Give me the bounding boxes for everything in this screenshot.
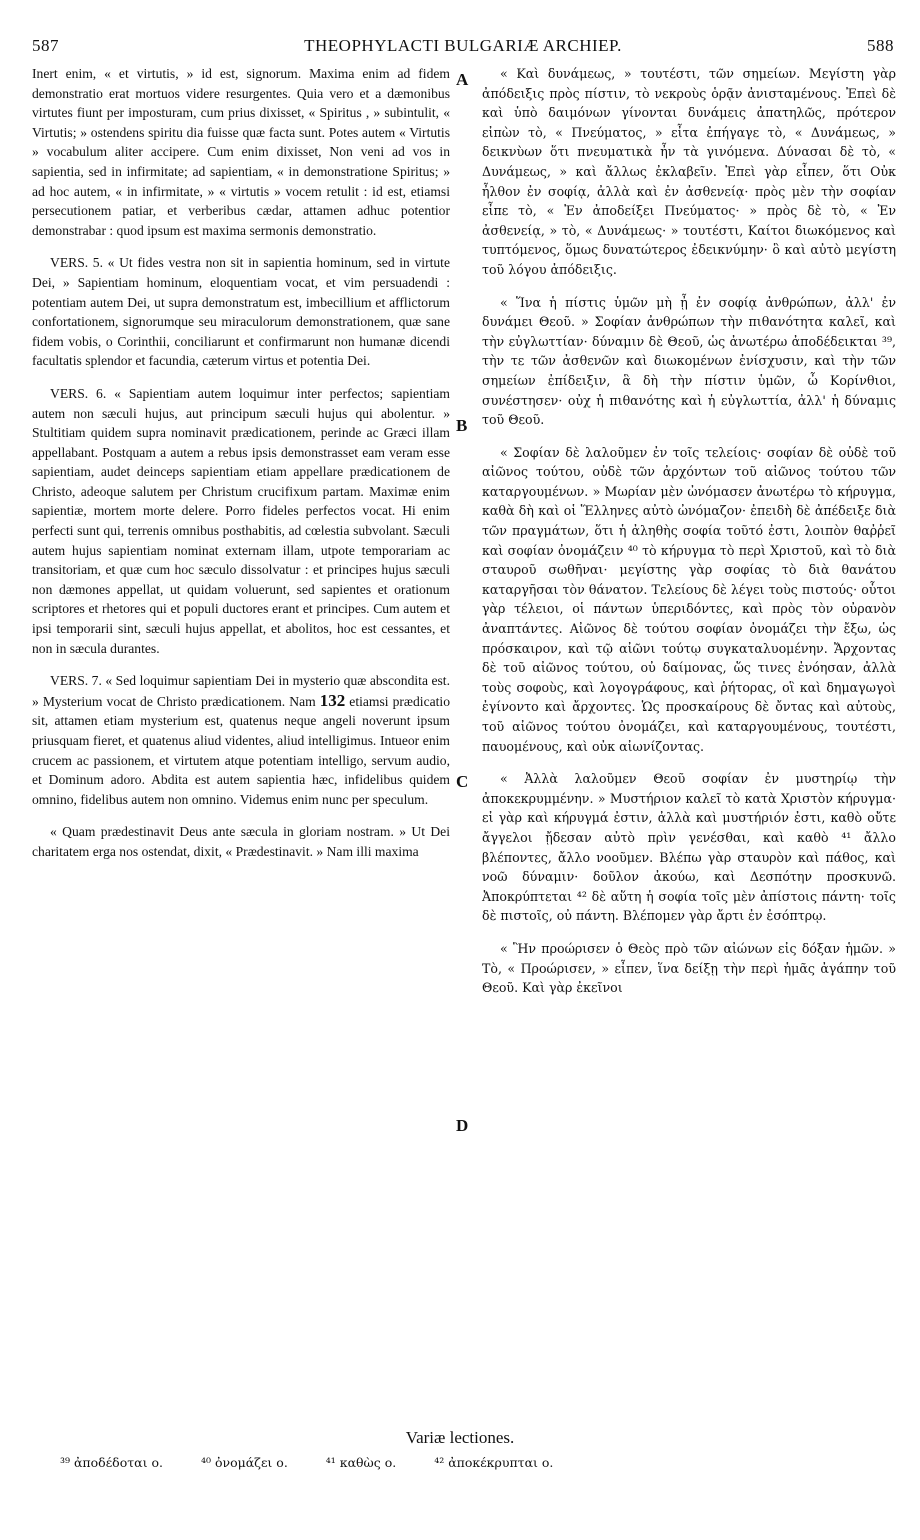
margin-marker-c: C: [456, 772, 469, 791]
latin-paragraph: VERS. 6. « Sapientiam autem loquimur inter perfectos; sapientiam autem non sæculi hujus, aut principum sæculi hujus qui abolentur. » Stultitiam quidem supra nominavit prædicationem, perinde ac Græci illam appellabant. Postquam a autem a rebus ipsis demonstrasset eam veram esse sapientiam, audet deinceps sapientiam etiam appellare prædicationem de Christo, adeoque salutem per Christum crucifixum partam. Maximæ enim sapientiæ, mortem morte delere. Porro fideles perfectos vocat. Hi enim perfecti sunt qui, terrenis omnibus posthabitis, ad cœlestia subvolant. Sæculi autem hujus sapientiam nominat externam illam, utpote temporariam ac transitoriam, et quæ cum hoc sæculo dissolvatur : et principes hujus sæculi non dæmones appellat, ut quidam voluerunt, sed sapientes et orationum scriptores et rhetores qui et populi ductores erant et principes. Cum autem et ipsi temporarii sint, sæculi hujus appellat, et abolitos, hoc est cessantes, et non in sæcula durantes.: [32, 385, 450, 656]
greek-column: [482, 64, 896, 1011]
greek-paragraph: « Ἵνα ἡ πίστις ὑμῶν μὴ ᾖ ἐν σοφίᾳ ἀνθρώπων, ἀλλ' ἐν δυνάμει Θεοῦ. » Σοφίαν ἀνθρώπων τὴν πιθανότητα καλεῖ, καὶ τὴν εὐγλωττίαν· δύναμιν δὲ Θεοῦ, ὡς ἀνωτέρω ἀποδέδεικται ³⁹, τὴν τε τῶν ἀσθενῶν καὶ διωκομένων ἐνίσχυσιν, καὶ τὴν τῶν σημείων ἐπίδειξιν, ἃ δὴ τὴν πίστιν ὑμῶν, ὦ Κορίνθιοι, συνέστησεν· οὐχ ἡ πιθανότης καὶ ἡ εὐγλωττία, ἀλλ' ἡ δύναμις τοῦ Θεοῦ.: [482, 294, 896, 428]
latin-paragraph: « Quam prædestinavit Deus ante sæcula in gloriam nostram. » Ut Dei charitatem erga nos ostendat, dixit, « Prædestinavit. » Nam illi maxima: [32, 824, 450, 859]
variae-lectiones-heading: Variæ lectiones.: [405, 1428, 515, 1447]
greek-paragraph: « Σοφίαν δὲ λαλοῦμεν ἐν τοῖς τελείοις· σοφίαν δὲ οὐδὲ τοῦ αἰῶνος τούτου, οὐδὲ τῶν ἀρχόντων τοῦ αἰῶνος τούτου τῶν καταργουμένων. » Μωρίαν μὲν ὠνόμασεν ἀνωτέρω τὸ κήρυγμα, καθὰ δὴ καὶ οἱ Ἕλληνες αὐτὸ ὠνόμαζον· ἐπειδὴ δὲ ἀπέδειξε διὰ τῶν πραγμάτων, ὅτι ἡ ἀληθὴς σοφία τοῦτό ἐστι, λοιπὸν θαῤῥεῖ καὶ σοφίαν ὀνομάζειν ⁴⁰ τὸ κήρυγμα τὸ περὶ Χριστοῦ, καὶ τὸ διὰ σταυροῦ σωθῆναι· μεγίστης γὰρ σοφίας τὸ διὰ θανάτου καταργῆσαι τὸν θάνατον. Τελείους δὲ λέγει τοὺς πιστούς· οὗτοι γὰρ τέλειοι, οἱ πάντων ὑπεριδόντες, καὶ πρὸς τὸν οὐρανὸν ἀναπτάντες. Αἰῶνος δὲ τούτου σοφίαν ὀνομάζει τὴν ἔξω, ὡς πρόσκαιρον, καὶ τῷ αἰῶνι τούτῳ συγκαταλυομένην. Ἄρχοντας δὲ τοῦ αἰῶνος τούτου, οὐ δαίμονας, ὥς τινες ἐνόησαν, ἀλλὰ τοὺς σοφοὺς, καὶ λογογράφους, καὶ ῥήτορας, οἳ καὶ δημαγωγοὶ ἐγίνοντο καὶ ἄρχοντες. Ὡς προσκαίρους δὲ ὄντας καὶ αὐτοὺς, τοῦ αἰῶνος τούτου ὀνομάζει, καὶ καταργουμένους, τουτέστι, παυομένους, καὶ οὐκ αἰωνίζοντας.: [482, 444, 896, 754]
latin-paragraph: Inert enim, « et virtutis, » id est, signorum. Maxima enim ad fidem demonstratio erat mortuos videre resurgentes. Quia vero et a dæmonibus virtutes fiunt per imposturam, cum prius dixisset, « Spiritus , » subintulit, « Virtutis; » ostendens spiritu dia fuisse quæ facta sunt. Potes autem « Virtutis » vocabulum aliter accipere. Cum enim dixisset, Non veni ad vos in sapientia, sed in infirmitate; ad sapientiam, « in demonstratione Spiritus; » ad hoc autem, « in infirmitate, » « virtutis » vocem retulit : id est, etiamsi persecutionem patiar, et verberibus cædar, attamen adhuc potentior demonstrabar : quod ipsum est maxima sermonis demonstratio.: [32, 66, 450, 238]
greek-paragraph: « Καὶ δυνάμεως, » τουτέστι, τῶν σημείων. Μεγίστη γὰρ ἀπόδειξις πρὸς πίστιν, τὸ νεκροὺς ὁρᾷν ἀνισταμένους. Ἐπεὶ δὲ καὶ ὑπὸ δαιμόνων γίνονται δυνάμεις ἀπατηλῶς, πρότερον εἰπὼν τὸ, « Πνεύματος, » εἶτα ἐπήγαγε τὸ, « Δυνάμεως, » δεικνὺων ὅτι πνευματικὰ ἦν τὰ γινόμενα. Δύνασαι δὲ τὸ, « Δυνάμεως, » καὶ ἄλλως ἐκλαβεῖν. Ἐπεὶ γὰρ εἶπεν, ὅτι Οὐκ ἦλθον ἐν σοφίᾳ, ἀλλὰ καὶ ἐν ἀσθενείᾳ· πρὸς μὲν τὴν σοφίαν εἶπε τὸ, « Ἐν ἀποδείξει Πνεύματος· » πρὸς δὲ τὸ, « Ἐν ἀσθενείᾳ, » τὸ, « Δυνάμεως· » τουτέστι, Καίτοι διωκόμενος καὶ τυπτόμενος, ὅμως δυνατώτερος ἐδεικνύμην· ὃ καὶ αὐτὸ μεγίστη τοῦ λόγου ἀπόδειξις.: [482, 66, 896, 277]
variant-note: ⁴² ἀποκέκρυπται ο.: [434, 1455, 554, 1470]
latin-paragraph: [32, 671, 450, 809]
margin-marker-b: B: [456, 416, 468, 435]
variant-note: ³⁹ ἀποδέδοται ο.: [60, 1455, 163, 1470]
running-header: [32, 36, 894, 62]
margin-marker-d: D: [456, 1116, 469, 1135]
running-title: THEOPHYLACTI BULGARIÆ ARCHIEP.: [304, 36, 622, 55]
greek-paragraph: « Ἀλλὰ λαλοῦμεν Θεοῦ σοφίαν ἐν μυστηρίῳ τὴν ἀποκεκρυμμένην. » Μυστήριον καλεῖ τὸ κατὰ Χριστὸν κήρυγμα· εἰ γὰρ καὶ κήρυγμά ἐστιν, ἀλλὰ καὶ μυστήριόν ἐστι, καθὸ οὔτε ἄγγελοι ᾔδεσαν αὐτὸ πρὶν γενέσθαι, καὶ καθὸ ⁴¹ ἄλλο βλέποντες, ἄλλο νοοῦμεν. Βλέπω γὰρ σταυρὸν καὶ πάθος, καὶ νοῶ δύναμιν· δοῦλον ἀκούω, καὶ Δεσπότην προσκυνῶ. Ἀποκρύπτεται ⁴² δὲ αὕτη ἡ σοφία τοῖς μὲν ἀπίστοις πάντη· τοῖς δὲ πιστοῖς, οὐ πάντη. Βλέπομεν γὰρ ἄρτι ἐν ἐσόπτρῳ.: [482, 771, 896, 924]
greek-paragraph: « Ἣν προώρισεν ὁ Θεὸς πρὸ τῶν αἰώνων εἰς δόξαν ἡμῶν. » Τὸ, « Προώρισεν, » εἶπεν, ἵνα δείξῃ τὴν περὶ ἡμᾶς ἀγάπην τοῦ Θεοῦ. Καὶ γὰρ ἐκεῖνοι: [482, 940, 896, 996]
variant-note: ⁴¹ καθὼς ο.: [325, 1455, 397, 1470]
variant-note: ⁴⁰ ὀνομάζει ο.: [200, 1455, 288, 1470]
latin-paragraph: VERS. 5. « Ut fides vestra non sit in sapientia hominum, sed in virtute Dei, » Sapientiam hominum, eloquentiam vocat, et vim persuadendi : potentiam autem Dei, ut supra demonstratum est, imbecillium et afflictorum confortationem, signorumque seu miraculorum demonstrationem, quæ sane fidem vobis, o Corinthii, conciliarunt et confirmarunt non humanæ dicendi facultatis splendor et facundia, cæterum virtus et potentia Dei.: [32, 255, 450, 369]
latin-text: etiamsi prædicatio sit, attamen etiam mysterium est, quatenus neque angeli noverunt ipsum priusquam fieret, et quatenus aliud videntes, aliud intelligimus. Intueor enim crucem ac passionem, et virtutem atque potentiam intelligo, servum audio, et Dominum adoro. Abdita est autem sapientia hæc, infidelibus quidem omnino, fidelibus autem non omnino. Videmus enim nunc per speculum.: [32, 693, 450, 807]
latin-column: [32, 64, 450, 875]
page-number-right: 588: [867, 36, 894, 55]
page-number-left: 587: [32, 36, 59, 55]
column-number: 132: [319, 690, 346, 710]
margin-marker-a: A: [456, 70, 469, 89]
latin-text: VERS. 7. « Sed loquimur sapientiam Dei in mysterio quæ abscondita est. » Mysterium vocat de Christo prædicationem. Nam: [32, 673, 450, 709]
variant-notes: [60, 1455, 880, 1470]
